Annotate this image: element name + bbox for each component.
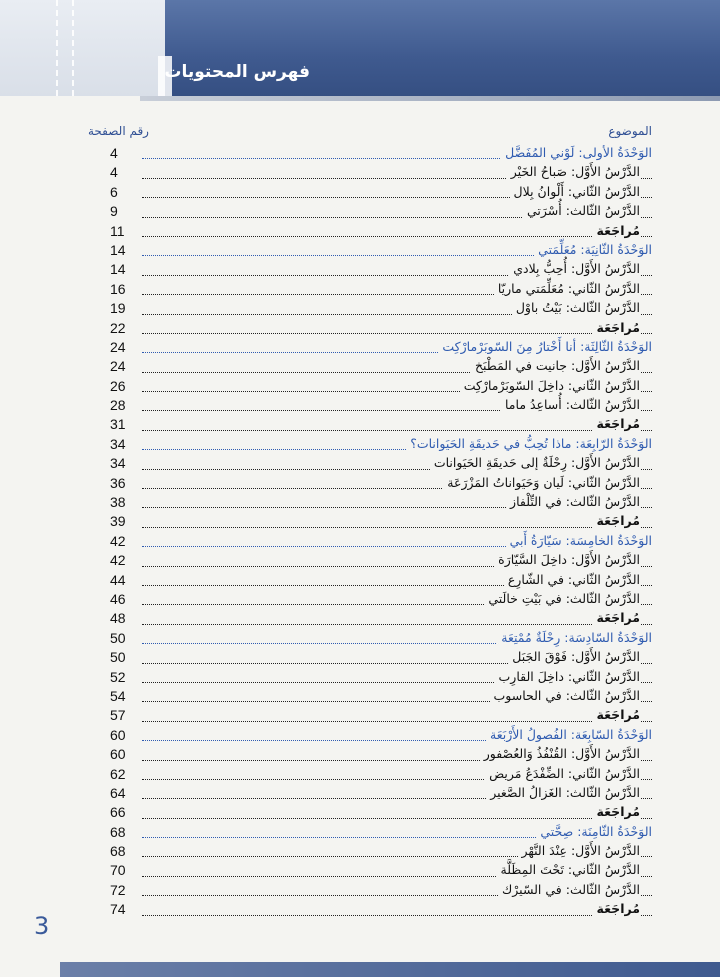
entry-title: الدَّرْسُ الثّاني: لَيان وَحَيَواناتُ المَزْرَعَة <box>443 475 640 490</box>
entry-page-number: 42 <box>110 552 126 569</box>
entry-page-number: 60 <box>110 746 126 763</box>
review-entry <box>100 900 652 919</box>
entry-title: الدَّرْسُ الأَوَّل: صَباحُ الخَيْر <box>507 164 640 179</box>
lesson-entry <box>100 861 652 880</box>
entry-title: الدَّرْسُ الثّالث: أُسْرَتي <box>523 203 640 218</box>
review-entry <box>100 706 652 725</box>
entry-page-number: 62 <box>110 765 126 782</box>
lesson-entry <box>100 299 652 318</box>
entry-page-number: 66 <box>110 804 126 821</box>
entry-title: الدَّرْسُ الثّالث: في السّيرْك <box>498 882 640 897</box>
lesson-entry <box>100 474 652 493</box>
entry-page-number: 14 <box>110 261 126 278</box>
entry-page-number: 74 <box>110 901 126 918</box>
entry-page-number: 4 <box>110 164 118 181</box>
lesson-entry <box>100 745 652 764</box>
entry-title: الدَّرْسُ الأَوَّل: فَوْقَ الجَبَل <box>508 649 640 664</box>
entry-page-number: 24 <box>110 338 126 355</box>
entry-title: الدَّرْسُ الأَوَّل: رِحْلَةٌ إلى حَديقَةِ الحَيَوانات <box>430 455 640 470</box>
entry-page-number: 52 <box>110 668 126 685</box>
entry-title: مُراجَعَة <box>593 610 640 625</box>
unit-entry <box>100 144 652 163</box>
entry-page-number: 72 <box>110 881 126 898</box>
binding-stitch-left <box>56 0 58 96</box>
entry-page-number: 60 <box>110 726 126 743</box>
dot-leader <box>142 527 652 528</box>
unit-entry <box>100 629 652 648</box>
entry-page-number: 68 <box>110 823 126 840</box>
entry-title: مُراجَعَة <box>593 804 640 819</box>
entry-title: الوَحْدَةُ السّادِسَة: رِحْلَةٌ مُمْتِعَة <box>497 630 652 645</box>
entry-page-number: 16 <box>110 280 126 297</box>
lesson-entry <box>100 260 652 279</box>
lesson-entry <box>100 842 652 861</box>
unit-entry <box>100 338 652 357</box>
entry-page-number: 57 <box>110 707 126 724</box>
page-number: 3 <box>34 912 50 940</box>
entry-page-number: 6 <box>110 183 118 200</box>
entry-page-number: 46 <box>110 590 126 607</box>
lesson-entry <box>100 590 652 609</box>
entry-page-number: 9 <box>110 203 118 220</box>
entry-title: الوَحْدَةُ الأولى: لَوْني المُفَضَّل <box>501 145 652 160</box>
dot-leader <box>142 818 652 819</box>
dot-leader <box>142 624 652 625</box>
lesson-entry <box>100 357 652 376</box>
entry-title: الوَحْدَةُ الثّامِنَة: صِحَّتي <box>536 824 652 839</box>
entry-title: الدَّرْسُ الثّالث: في بَيْتِ خالَتي <box>484 591 640 606</box>
entry-title: الدَّرْسُ الثّاني: مُعَلِّمَتي ماريّا <box>494 281 640 296</box>
entry-page-number: 14 <box>110 241 126 258</box>
table-of-contents <box>100 144 652 920</box>
entry-page-number: 44 <box>110 571 126 588</box>
entry-title: مُراجَعَة <box>593 320 640 335</box>
entry-page-number: 42 <box>110 532 126 549</box>
entry-title: الوَحْدَةُ الرّابِعَة: ماذا تُحِبُّ في حَديقَةِ الحَيَوانات؟ <box>406 436 652 451</box>
review-entry <box>100 222 652 241</box>
lesson-entry <box>100 396 652 415</box>
entry-title: مُراجَعَة <box>593 901 640 916</box>
entry-title: الدَّرْسُ الثّاني: في الشّارِع <box>504 572 640 587</box>
lesson-entry <box>100 280 652 299</box>
entry-title: الدَّرْسُ الثّالث: في الحاسوب <box>490 688 640 703</box>
lesson-entry <box>100 377 652 396</box>
entry-page-number: 54 <box>110 687 126 704</box>
lesson-entry <box>100 687 652 706</box>
page-title: فهرس المحتويات <box>164 62 310 82</box>
entry-page-number: 31 <box>110 416 126 433</box>
lesson-entry <box>100 183 652 202</box>
lesson-entry <box>100 551 652 570</box>
review-entry <box>100 319 652 338</box>
entry-page-number: 36 <box>110 474 126 491</box>
dot-leader <box>142 915 652 916</box>
entry-page-number: 38 <box>110 494 126 511</box>
entry-title: الوَحْدَةُ الثّانِيَة: مُعَلِّمَتي <box>534 242 652 257</box>
entry-title: الدَّرْسُ الثّالث: أُساعِدُ ماما <box>501 397 640 412</box>
unit-entry <box>100 532 652 551</box>
entry-title: الدَّرْسُ الثّالث: بَيْتُ باوْل <box>512 300 640 315</box>
entry-title: الوَحْدَةُ السّابِعَة: الفُصولُ الأَرْبَعَة <box>486 727 652 742</box>
lesson-entry <box>100 784 652 803</box>
entry-title: الوَحْدَةُ الخامِسَة: سَيّارَةُ أَبي <box>506 533 652 548</box>
lesson-entry <box>100 765 652 784</box>
review-entry <box>100 415 652 434</box>
entry-page-number: 11 <box>110 222 125 239</box>
review-entry <box>100 512 652 531</box>
unit-entry <box>100 726 652 745</box>
entry-title: مُراجَعَة <box>593 513 640 528</box>
unit-entry <box>100 435 652 454</box>
entry-page-number: 39 <box>110 513 126 530</box>
lesson-entry <box>100 648 652 667</box>
review-entry <box>100 609 652 628</box>
entry-page-number: 50 <box>110 629 126 646</box>
entry-title: الدَّرْسُ الأَوَّل: عِنْدَ النَّهْر <box>518 843 641 858</box>
entry-page-number: 70 <box>110 862 126 879</box>
unit-entry <box>100 823 652 842</box>
entry-page-number: 28 <box>110 397 126 414</box>
entry-page-number: 64 <box>110 784 126 801</box>
entry-title: الوَحْدَةُ الثّالِثَة: أنا أَخْتارُ مِنَ السّوبَرْمارْكِت <box>438 339 652 354</box>
entry-title: مُراجَعَة <box>593 223 640 238</box>
lesson-entry <box>100 202 652 221</box>
entry-title: مُراجَعَة <box>593 416 640 431</box>
header-light-panel <box>0 0 165 96</box>
entry-title: الدَّرْسُ الثّاني: داخِلَ القارِب <box>495 669 640 684</box>
entry-title: الدَّرْسُ الأَوَّل: القُنْفُذُ وَالعُصْفور <box>480 746 640 761</box>
entry-title: الدَّرْسُ الثّاني: الضِّفْدَعُ مَريض <box>485 766 640 781</box>
entry-title: الدَّرْسُ الثّالث: في التِّلْفاز <box>506 494 640 509</box>
lesson-entry <box>100 881 652 900</box>
lesson-entry <box>100 493 652 512</box>
lesson-entry <box>100 163 652 182</box>
lesson-entry <box>100 668 652 687</box>
topic-column-header: الموضوع <box>608 124 652 138</box>
review-entry <box>100 803 652 822</box>
entry-page-number: 50 <box>110 649 126 666</box>
lesson-entry <box>100 571 652 590</box>
entry-title: الدَّرْسُ الثّاني: داخِلَ السّوبَرْمارْكِت <box>460 378 640 393</box>
dot-leader <box>142 721 652 722</box>
entry-title: الدَّرْسُ الثّاني: تَحْتَ المِظَلَّة <box>497 862 640 877</box>
entry-page-number: 34 <box>110 435 126 452</box>
page-column-header: رقم الصفحة <box>88 124 149 138</box>
unit-entry <box>100 241 652 260</box>
entry-title: الدَّرْسُ الثّاني: أَلْوانُ بِلال <box>510 184 640 199</box>
entry-page-number: 26 <box>110 377 126 394</box>
entry-page-number: 24 <box>110 358 126 375</box>
dot-leader <box>142 236 652 237</box>
entry-page-number: 22 <box>110 319 126 336</box>
entry-title: مُراجَعَة <box>593 707 640 722</box>
dot-leader <box>142 333 652 334</box>
entry-page-number: 48 <box>110 610 126 627</box>
footer-bar <box>60 962 720 977</box>
entry-page-number: 34 <box>110 455 126 472</box>
entry-title: الدَّرْسُ الأَوَّل: جانيت في المَطْبَخ <box>471 358 640 373</box>
entry-page-number: 19 <box>110 300 126 317</box>
entry-title: الدَّرْسُ الأَوَّل: أُحِبُّ بِلادي <box>509 261 640 276</box>
entry-page-number: 68 <box>110 843 126 860</box>
binding-stitch-right <box>72 0 74 96</box>
entry-title: الدَّرْسُ الثّالث: الغَزالُ الصَّغير <box>486 785 640 800</box>
dot-leader <box>142 430 652 431</box>
entry-page-number: 4 <box>110 145 118 161</box>
entry-title: الدَّرْسُ الأَوَّل: داخِلَ السَّيّارَة <box>494 552 640 567</box>
header-shadow <box>140 96 720 101</box>
lesson-entry <box>100 454 652 473</box>
